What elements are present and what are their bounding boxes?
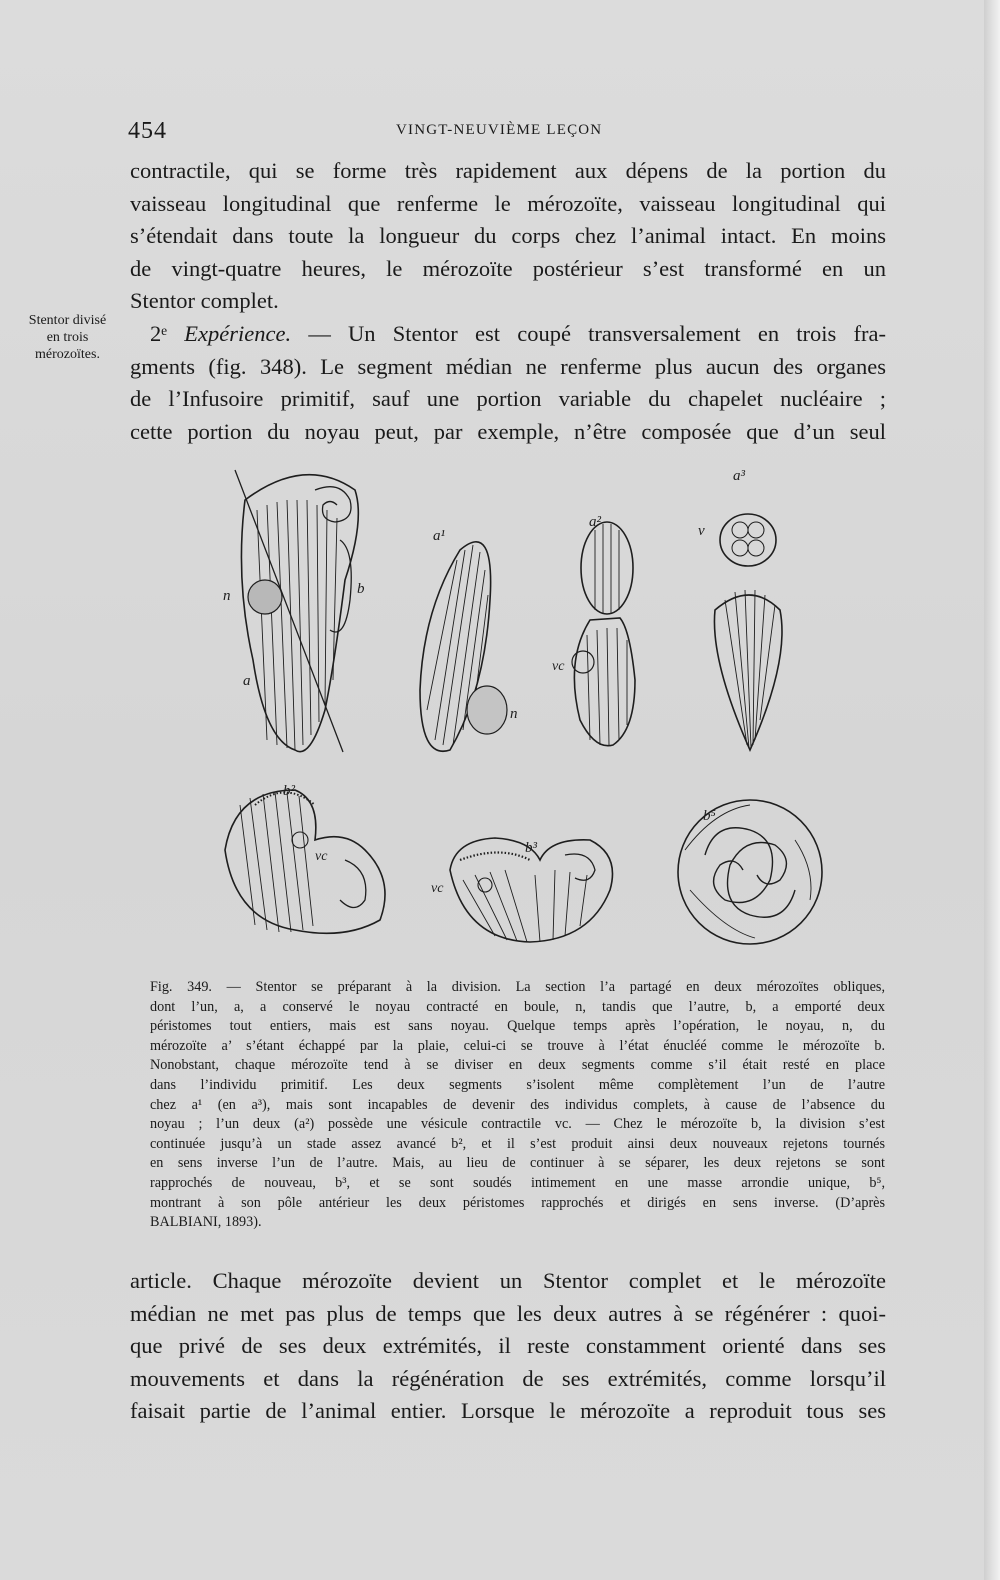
experiment-number: 2ᵉ (150, 320, 168, 346)
caption-line: Nonobstant, chaque mérozoïte tend à se diviser en deux segments comme s’il était resté en place (150, 1057, 885, 1074)
text-line: Stentor complet. (130, 288, 279, 314)
text-line: de l’Infusoire primitif, sauf une portion variable du chapelet nucléaire ; (130, 386, 886, 412)
label-a3: a³ (733, 468, 745, 484)
text-line: cette portion du noyau peut, par exemple, n’être composée que d’un seul (130, 418, 886, 444)
caption-line: continuée jusqu’à un stade assez avancé b², et il s’est produit ainsi deux nouveaux rejetons tournés (150, 1135, 885, 1152)
stentor-b5-drawing (678, 800, 822, 944)
label-v: v (698, 523, 705, 539)
text-line: vaisseau longitudinal que renferme le mérozoïte, vaisseau longitudinal qui (130, 190, 886, 216)
text-line: contractile, qui se forme très rapidement aux dépens de la portion du (130, 158, 886, 183)
label-b: b (357, 581, 365, 597)
text-line: s’étendait dans toute la longueur du corps chez l’animal intact. En moins (130, 223, 886, 249)
caption-line: montrant à son pôle antérieur les deux péristomes rapprochés et dirigés en sens inverse. (D’après (150, 1194, 885, 1211)
experiment-title: Expérience. (184, 320, 292, 346)
body-text-top (130, 155, 886, 448)
page-number: 454 (128, 118, 167, 144)
text-line: faisait partie de l’animal entier. Lorsque le mérozoïte a reproduit tous ses (130, 1398, 886, 1424)
text-line: médian ne met pas plus de temps que les deux autres à se régénérer : quoi- (130, 1300, 886, 1326)
margin-note (10, 312, 125, 363)
margin-note-line: en trois (46, 330, 89, 345)
margin-note-line: Stentor divisé (28, 313, 107, 328)
figure-caption (150, 978, 885, 1233)
experiment-text: — Un Stentor est coupé transversalement en trois fra- (308, 320, 886, 346)
caption-line: chez a¹ (en a³), mais sont incapables de devenir des individus complets, à cause de l’absence du (150, 1096, 885, 1113)
caption-line: Fig. 349. — Stentor se préparant à la division. La section l’a partagé en deux mérozoïtes obliques, (150, 979, 885, 995)
stentor-a3-drawing (714, 514, 782, 750)
figure-drawing (195, 460, 895, 970)
label-a1: a¹ (433, 528, 445, 544)
stentor-b2-drawing (225, 790, 385, 933)
figure-349 (195, 460, 895, 970)
label-vc1: vc (552, 659, 565, 674)
label-a2: a² (589, 514, 601, 530)
label-n2: n (510, 706, 518, 722)
experiment-line (130, 318, 886, 351)
page-header (128, 118, 888, 148)
stentor-a-drawing (235, 470, 358, 752)
caption-line: rapprochés de nouveau, b³, et se sont soudés intimement en une masse arrondie unique, b⁵, (150, 1174, 885, 1191)
caption-line: mérozoïte a’ s’étant échappé par la plaie, celui-ci se trouve à l’état énucléé comme le mérozoïte b. (150, 1037, 885, 1054)
label-b2: b² (283, 783, 295, 799)
text-line: mouvements et dans la régénération de ses extrémités, comme lorsqu’il (130, 1365, 886, 1391)
stentor-a1-drawing (420, 542, 507, 751)
label-a: a (243, 673, 251, 689)
caption-line: BALBIANI, 1893). (150, 1214, 262, 1231)
body-text-bottom (130, 1265, 886, 1428)
text-line: gments (fig. 348). Le segment médian ne renferme plus aucun des organes (130, 353, 886, 379)
margin-note-line: mérozoïtes. (35, 347, 100, 362)
caption-line: dont l’un, a, a conservé le noyau contracté en boule, n, tandis que l’autre, b, a emporté deux (150, 998, 885, 1015)
label-vc3: vc (431, 881, 444, 896)
running-head: VINGT-NEUVIÈME LEÇON (396, 122, 603, 138)
label-n1: n (223, 588, 231, 604)
stentor-a2-drawing (572, 522, 635, 746)
caption-line: noyau ; l’un deux (a²) possède une vésicule contractile vc. — Chez le mérozoïte b, la division s’est (150, 1116, 885, 1133)
label-b3: b³ (525, 840, 537, 856)
caption-line: en sens inverse l’un de l’autre. Mais, au lieu de continuer à se séparer, les deux rejetons se sont (150, 1155, 885, 1172)
page-edge-shadow (984, 0, 1000, 1580)
label-vc2: vc (315, 849, 328, 864)
text-line: article. Chaque mérozoïte devient un Stentor complet et le mérozoïte (130, 1268, 886, 1293)
text-line: de vingt-quatre heures, le mérozoïte postérieur s’est transformé en un (130, 255, 886, 281)
text-line: que privé de ses deux extrémités, il reste constamment orienté dans ses (130, 1333, 886, 1359)
caption-line: péristomes tout entiers, mais est sans noyau. Quelque temps après l’opération, le noyau, n, du (150, 1018, 885, 1035)
caption-line: dans l’individu primitif. Les deux segments s’isolent même complètement l’un de l’autre (150, 1076, 885, 1093)
label-b5: b⁵ (703, 808, 716, 824)
